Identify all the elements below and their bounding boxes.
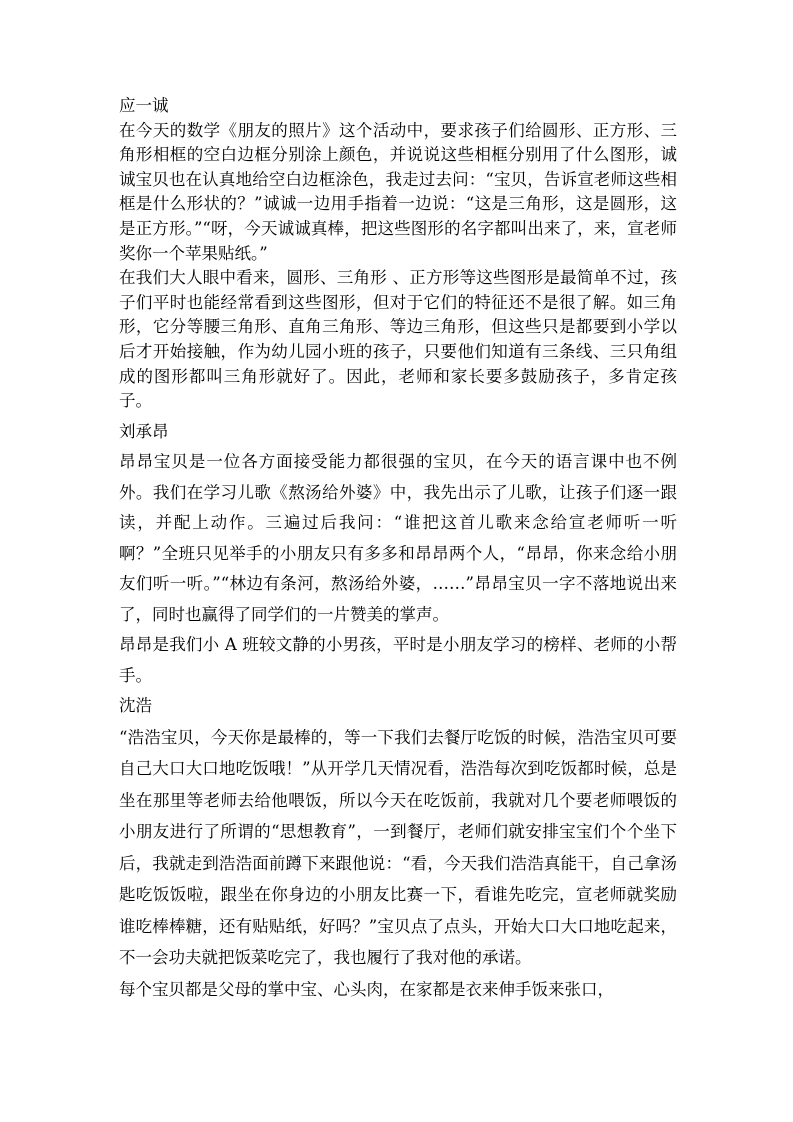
section-heading-shen-hao: 沈浩 [119,696,152,716]
paragraph: 昂昂是我们小 A 班较文静的小男孩，平时是小朋友学习的榜样、老师的小帮手。 [119,635,677,685]
section-heading-ying-yicheng: 应一诚 [119,96,169,115]
paragraph: 昂昂宝贝是一位各方面接受能力都很强的宝贝，在今天的语言课中也不例外。我们在学习儿歌《熬汤给外婆》中，我先出示了儿歌，让孩子们逐一跟读，并配上动作。三遍过后我问：“谁把这首儿歌来念给宣老师听一听啊？”全班只见举手的小朋友只有多多和昂昂两个人，“昂昂，你来念给小朋友们听一听。”“林边有条河，熬汤给外婆，……”昂昂宝贝一字不落地说出来了，同时也赢得了同学们的一片赞美的掌声。 [119,452,677,624]
paragraph: 在今天的数学《朋友的照片》这个活动中，要求孩子们给圆形、正方形、三角形相框的空白边框分别涂上颜色，并说说这些相框分别用了什么图形，诚诚宝贝也在认真地给空白边框涂色，我走过去问：“宝贝，告诉宣老师这些相框是什么形状的？”诚诚一边用手指着一边说：“这是三角形，这是圆形，这是正方形。”“呀，今天诚诚真棒，把这些图形的名字都叫出来了，来，宣老师奖你一个苹果贴纸。” [119,120,677,263]
paragraph: 每个宝贝都是父母的掌中宝、心头肉，在家都是衣来伸手饭来张口， [119,979,614,999]
paragraph: “浩浩宝贝，今天你是最棒的，等一下我们去餐厅吃饭的时候，浩浩宝贝可要自己大口大口地吃饭哦！”从开学几天情况看，浩浩每次到吃饭都时候，总是坐在那里等老师去给他喂饭，所以今天在吃饭前，我就对几个要老师喂饭的小朋友进行了所谓的“思想教育”，一到餐厅，老师们就安排宝宝们个个坐下后，我就走到浩浩面前蹲下来跟他说：“看，今天我们浩浩真能干，自己拿汤匙吃饭饭啦，跟坐在你身边的小朋友比赛一下，看谁先吃完，宣老师就奖励谁吃棒棒糖，还有贴贴纸，好吗？”宝贝点了点头，开始大口大口地吃起来，不一会功夫就把饭菜吃完了，我也履行了我对他的承诺。 [119,727,677,968]
paragraph: 在我们大人眼中看来，圆形、三角形 、正方形等这些图形是最简单不过，孩子们平时也能经常看到这些图形，但对于它们的特征还不是很了解。如三角形，它分等腰三角形、直角三角形、等边三角形，但这些只是都要到小学以后才开始接触，作为幼儿园小班的孩子，只要他们知道有三条线、三只角组成的图形都叫三角形就好了。因此，老师和家长要多鼓励孩子，多肯定孩子。 [119,268,677,411]
document-body [119,94,677,1005]
section-heading-liu-chengang: 刘承昂 [119,421,169,441]
